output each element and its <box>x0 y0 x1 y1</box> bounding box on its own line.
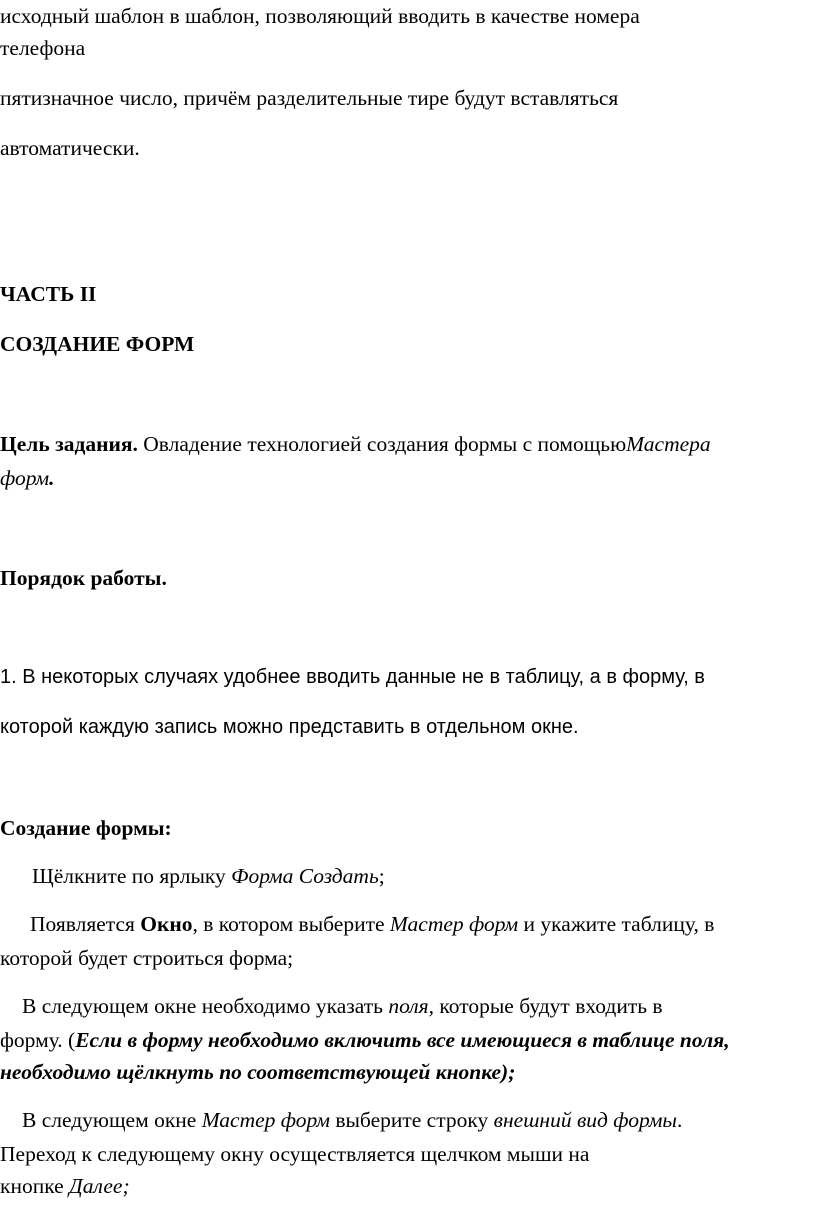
procedure-heading: Порядок работы. <box>0 566 167 590</box>
creation-p2-line-2: которой будет строиться форма; <box>0 946 294 970</box>
intro-line-3: пятизначное число, причём разделительные тире будут вставляться <box>0 86 619 110</box>
goal-italic-term: Мастера <box>626 432 711 456</box>
creation-p3-line-1: В следующем окне необходимо указать поля, которые будут входить в <box>22 994 663 1018</box>
part-title: СОЗДАНИЕ ФОРМ <box>0 332 195 356</box>
creation-p4-line-3: кнопке Далее; <box>0 1174 130 1198</box>
creation-p1: Щёлкните по ярлыку Форма Создать; <box>32 864 385 888</box>
goal-label: Цель задания. <box>0 432 138 456</box>
creation-p4-line-1: В следующем окне Мастер форм выберите строку внешний вид формы. <box>22 1108 683 1132</box>
creation-p3-line-3: необходимо щёлкнуть по соответствующей кнопке); <box>0 1060 516 1084</box>
creation-p3-line-2: форму. (Если в форму необходимо включить все имеющиеся в таблице поля, <box>0 1028 730 1052</box>
part-number: ЧАСТЬ II <box>0 282 97 306</box>
step1-line-1: 1. В некоторых случаях удобнее вводить данные не в таблицу, а в форму, в <box>0 666 705 688</box>
goal-line-2: форм. <box>0 466 55 490</box>
intro-line-1: исходный шаблон в шаблон, позволяющий вводить в качестве номера <box>0 4 640 28</box>
creation-heading: Создание формы: <box>0 816 172 840</box>
goal-text: Овладение технологией создания формы с помощью <box>137 432 627 456</box>
creation-p4-line-2: Переход к следующему окну осуществляется щелчком мыши на <box>0 1142 590 1166</box>
goal-line-1 <box>0 432 711 457</box>
step1-line-2: которой каждую запись можно представить в отдельном окне. <box>0 716 579 738</box>
intro-line-4: автоматически. <box>0 136 140 160</box>
creation-p2-line-1: Появляется Окно, в котором выберите Мастер форм и укажите таблицу, в <box>30 912 715 936</box>
intro-line-2: телефона <box>0 36 86 60</box>
